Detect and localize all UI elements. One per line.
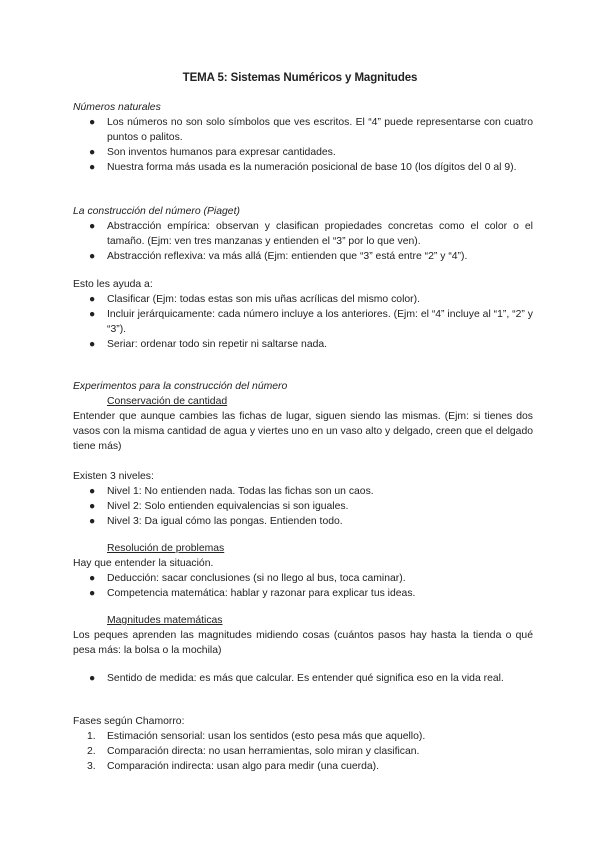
bullet-icon: ●: [89, 588, 96, 599]
bullet-list: [73, 115, 533, 175]
subsection-title: Magnitudes matemáticas: [107, 615, 223, 626]
bullet-icon: ●: [89, 294, 96, 305]
section-magnitudes: [73, 613, 533, 658]
bullet-icon: ●: [89, 501, 96, 512]
list-item: ● Son inventos humanos para expresar cantidades.: [89, 147, 336, 158]
section-heading: La construcción del número (Piaget): [73, 206, 240, 217]
section-resolucion: [73, 541, 533, 601]
bullet-icon: ●: [89, 117, 96, 128]
list-item: ● Sentido de medida: es más que calcular. Es entender qué significa eso en la vida real.: [89, 673, 504, 684]
bullet-list: [73, 292, 533, 352]
bullet-list: [73, 219, 533, 264]
bullet-list: [73, 671, 533, 686]
page-title: TEMA 5: Sistemas Numéricos y Magnitudes: [182, 72, 418, 84]
list-item: ● Deducción: sacar conclusiones (si no llego al bus, toca caminar).: [89, 573, 406, 584]
list-item: ● Nivel 3: Da igual cómo las pongas. Entienden todo.: [89, 516, 343, 527]
bullet-icon: ●: [89, 147, 96, 158]
bullet-icon: ●: [89, 309, 96, 320]
bullet-icon: ●: [89, 251, 96, 262]
list-item: 1. Estimación sensorial: usan los sentidos (esto pesa más que aquello).: [87, 731, 426, 742]
bullet-icon: ●: [89, 162, 96, 173]
section-sentido-medida: [73, 671, 533, 686]
section-heading: Números naturales: [73, 102, 161, 113]
list-item: 3. Comparación indirecta: usan algo para medir (una cuerda).: [87, 761, 380, 772]
paragraph: Existen 3 niveles:: [73, 471, 154, 482]
list-item: ● Nivel 2: Solo entienden equivalencias si son iguales.: [89, 501, 349, 512]
section-construccion: [73, 204, 533, 264]
section-experimentos: [73, 379, 533, 454]
section-niveles: [73, 469, 533, 529]
list-number: 2.: [87, 746, 96, 757]
paragraph: Entender que aunque cambies las fichas de lugar, siguen siendo las mismas. (Ejm: si tienes dos vasos con la misma cantidad de agua y viertes uno en un vaso alto y delgado, creen que el delgado tiene más): [73, 411, 533, 452]
section-numeros-naturales: [73, 100, 533, 175]
bullet-icon: ●: [89, 339, 96, 350]
list-item: ● Abstracción empírica: observan y clasifican propiedades concretas como el color o el tamaño. (Ejm: ven tres manzanas y entienden el “3” por lo que ven).: [89, 221, 533, 247]
section-fases: [73, 714, 533, 774]
section-heading: Experimentos para la construcción del número: [73, 381, 288, 392]
paragraph: Esto les ayuda a:: [73, 279, 153, 290]
list-item: ● Nuestra forma más usada es la numeración posicional de base 10 (los dígitos del 0 al 9).: [89, 162, 517, 173]
list-item: ● Clasificar (Ejm: todas estas son mis uñas acrílicas del mismo color).: [89, 294, 420, 305]
list-number: 1.: [87, 731, 96, 742]
list-item: ● Nivel 1: No entienden nada. Todas las fichas son un caos.: [89, 486, 374, 497]
bullet-icon: ●: [89, 573, 96, 584]
list-item: ● Seriar: ordenar todo sin repetir ni saltarse nada.: [89, 339, 328, 350]
list-number: 3.: [87, 761, 96, 772]
paragraph: Fases según Chamorro:: [73, 716, 185, 727]
list-item: ● Incluir jerárquicamente: cada número incluye a los anteriores. (Ejm: el “4” incluye al “1”, “2” y “3”).: [89, 309, 533, 335]
bullet-icon: ●: [89, 516, 96, 527]
numbered-list: [73, 729, 533, 774]
bullet-icon: ●: [89, 673, 96, 684]
list-item: ● Competencia matemática: hablar y razonar para explicar tus ideas.: [89, 588, 416, 599]
bullet-list: [73, 484, 533, 529]
subsection-title: Resolución de problemas: [107, 543, 225, 554]
paragraph: Los peques aprenden las magnitudes midiendo cosas (cuántos pasos hay hasta la tienda o qué pesa más: la bolsa o la mochila): [73, 630, 533, 656]
list-item: ● Los números no son solo símbolos que ves escritos. El “4” puede representarse con cuatro puntos o palitos.: [89, 117, 533, 143]
bullet-list: [73, 571, 533, 601]
paragraph: Hay que entender la situación.: [73, 558, 214, 569]
section-ayuda: [73, 277, 533, 352]
list-item: ● Abstracción reflexiva: va más allá (Ejm: entienden que “3” está entre “2” y “4”).: [89, 251, 468, 262]
bullet-icon: ●: [89, 221, 96, 232]
list-item: 2. Comparación directa: no usan herramientas, solo miran y clasifican.: [87, 746, 420, 757]
bullet-icon: ●: [89, 486, 96, 497]
subsection-title: Conservación de cantidad: [107, 396, 228, 407]
